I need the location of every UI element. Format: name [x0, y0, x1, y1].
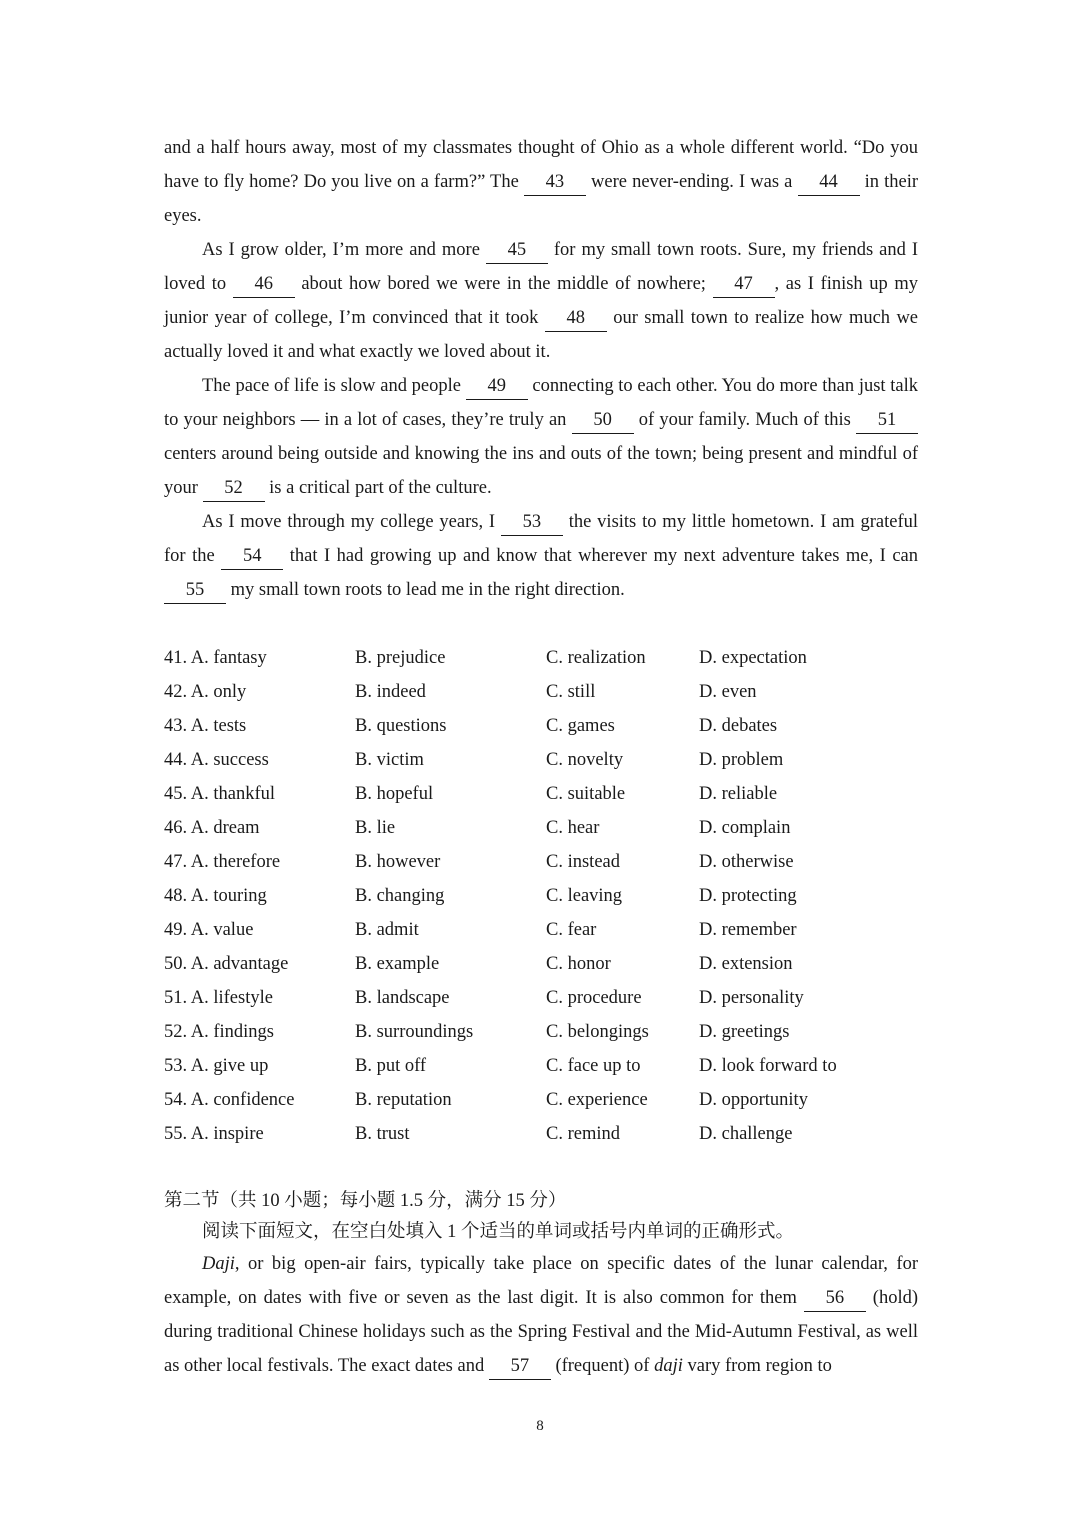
- option-a: 54. A. confidence: [164, 1090, 295, 1110]
- daji-term: daji: [654, 1356, 683, 1376]
- option-a: 46. A. dream: [164, 818, 260, 838]
- option-d: D. even: [699, 682, 757, 702]
- option-d: D. protecting: [699, 886, 797, 906]
- option-b: B. trust: [355, 1124, 410, 1144]
- blank-49: 49: [466, 373, 528, 400]
- section-instruction: 阅读下面短文，在空白处填入 1 个适当的单词或括号内单词的正确形式。: [202, 1222, 795, 1242]
- option-a: 48. A. touring: [164, 886, 267, 906]
- option-row-44: [164, 743, 924, 777]
- section-two-paragraph: [164, 1247, 918, 1383]
- passage-text: of your family. Much of this: [638, 410, 851, 430]
- option-c: C. suitable: [546, 784, 626, 804]
- option-c: C. hear: [546, 818, 600, 838]
- option-row-47: [164, 845, 924, 879]
- option-row-55: [164, 1117, 924, 1151]
- option-c: C. remind: [546, 1124, 620, 1144]
- option-b: B. changing: [355, 886, 445, 906]
- option-c: C. realization: [546, 648, 646, 668]
- option-a: 55. A. inspire: [164, 1124, 264, 1144]
- option-c: C. procedure: [546, 988, 642, 1008]
- option-row-46: [164, 811, 924, 845]
- option-b: B. landscape: [355, 988, 450, 1008]
- passage-text: that I had growing up and know that wherever my next adventure takes me, I can: [289, 546, 918, 566]
- option-a: 51. A. lifestyle: [164, 988, 273, 1008]
- option-row-49: [164, 913, 924, 947]
- passage-paragraph-1: [164, 131, 918, 233]
- option-a: 50. A. advantage: [164, 954, 289, 974]
- passage-text: in their eyes.: [164, 172, 919, 226]
- option-c: C. honor: [546, 954, 611, 974]
- option-b: B. however: [355, 852, 441, 872]
- option-c: C. instead: [546, 852, 620, 872]
- option-c: C. novelty: [546, 750, 624, 770]
- blank-55: 55: [164, 577, 226, 604]
- passage-paragraph-2: [164, 233, 918, 369]
- option-row-50: [164, 947, 924, 981]
- option-a: 43. A. tests: [164, 716, 247, 736]
- option-c: C. belongings: [546, 1022, 649, 1042]
- page-number: 8: [536, 1418, 544, 1434]
- option-row-41: [164, 641, 924, 675]
- option-d: D. complain: [699, 818, 791, 838]
- option-c: C. experience: [546, 1090, 648, 1110]
- option-d: D. expectation: [699, 648, 807, 668]
- passage-text: , as I finish up my junior year of college, I’m convinced that it took: [164, 274, 919, 328]
- passage-text: for my small town roots. Sure, my friends and I loved to: [164, 240, 919, 294]
- option-b: B. put off: [355, 1056, 427, 1076]
- option-a: 44. A. success: [164, 750, 269, 770]
- option-d: D. opportunity: [699, 1090, 808, 1110]
- blank-57: 57: [489, 1353, 551, 1380]
- option-c: C. still: [546, 682, 596, 702]
- passage-text: connecting to each other. You do more than just talk to your neighbors — in a lot of cases, they’re truly an: [164, 376, 919, 430]
- option-row-52: [164, 1015, 924, 1049]
- passage-text: my small town roots to lead me in the right direction.: [230, 580, 625, 600]
- blank-44: 44: [798, 169, 860, 196]
- passage-text: As I grow older, I’m more and more: [202, 240, 480, 260]
- cloze-passage: [164, 131, 918, 607]
- option-a: 41. A. fantasy: [164, 648, 267, 668]
- option-c: C. fear: [546, 920, 597, 940]
- option-a: 47. A. therefore: [164, 852, 281, 872]
- answer-options: [164, 641, 924, 1151]
- option-row-54: [164, 1083, 924, 1117]
- daji-term: Daji: [202, 1254, 235, 1274]
- option-row-45: [164, 777, 924, 811]
- blank-48: 48: [545, 305, 607, 332]
- option-b: B. victim: [355, 750, 424, 770]
- option-row-51: [164, 981, 924, 1015]
- option-d: D. extension: [699, 954, 793, 974]
- passage-text: The pace of life is slow and people: [202, 376, 461, 396]
- option-a: 49. A. value: [164, 920, 254, 940]
- passage-text: centers around being outside and knowing the ins and outs of the town; being present and mindful of your: [164, 444, 918, 498]
- option-d: D. look forward to: [699, 1056, 837, 1076]
- passage-paragraph-3: [164, 369, 918, 505]
- option-c: C. face up to: [546, 1056, 641, 1076]
- passage-text: As I move through my college years, I: [202, 512, 496, 532]
- passage-text: is a critical part of the culture.: [269, 478, 492, 498]
- passage-paragraph-4: [164, 505, 918, 607]
- blank-56: 56: [804, 1285, 866, 1312]
- passage-text: (frequent) of: [555, 1356, 650, 1376]
- option-a: 53. A. give up: [164, 1056, 269, 1076]
- blank-43: 43: [524, 169, 586, 196]
- option-b: B. questions: [355, 716, 447, 736]
- option-d: D. otherwise: [699, 852, 794, 872]
- option-row-42: [164, 675, 924, 709]
- blank-46: 46: [233, 271, 295, 298]
- option-b: B. surroundings: [355, 1022, 474, 1042]
- option-b: B. reputation: [355, 1090, 452, 1110]
- passage-text: were never-ending. I was a: [591, 172, 793, 192]
- option-b: B. hopeful: [355, 784, 434, 804]
- option-d: D. remember: [699, 920, 797, 940]
- option-row-43: [164, 709, 924, 743]
- blank-47: 47: [713, 271, 775, 298]
- option-b: B. admit: [355, 920, 419, 940]
- option-row-48: [164, 879, 924, 913]
- option-d: D. reliable: [699, 784, 778, 804]
- option-d: D. personality: [699, 988, 804, 1008]
- blank-52: 52: [203, 475, 265, 502]
- option-b: B. prejudice: [355, 648, 446, 668]
- option-row-53: [164, 1049, 924, 1083]
- blank-45: 45: [486, 237, 548, 264]
- option-b: B. lie: [355, 818, 396, 838]
- passage-text: the visits to my little hometown. I am grateful for the: [164, 512, 919, 566]
- option-c: C. leaving: [546, 886, 623, 906]
- section-title: 第二节（共 10 小题；每小题 1.5 分，满分 15 分）: [164, 1191, 567, 1211]
- passage-text: about how bored we were in the middle of nowhere;: [301, 274, 706, 294]
- passage-text: vary from region to: [687, 1356, 832, 1376]
- option-d: D. problem: [699, 750, 784, 770]
- option-b: B. example: [355, 954, 440, 974]
- option-d: D. debates: [699, 716, 778, 736]
- blank-54: 54: [221, 543, 283, 570]
- passage-text: (hold) during traditional Chinese holidays such as the Spring Festival and the Mid-Autumn Festival, as well as other local festivals. The exact dates and: [164, 1288, 918, 1376]
- option-a: 45. A. thankful: [164, 784, 275, 804]
- passage-text: our small town to realize how much we actually loved it and what exactly we loved about it.: [164, 308, 919, 362]
- blank-53: 53: [501, 509, 563, 536]
- option-a: 52. A. findings: [164, 1022, 274, 1042]
- option-b: B. indeed: [355, 682, 426, 702]
- passage-text: , or big open-air fairs, typically take place on specific dates of the lunar calendar, for example, on dates with five or seven as the last digit. It is also common for them: [164, 1254, 918, 1308]
- option-c: C. games: [546, 716, 615, 736]
- option-d: D. greetings: [699, 1022, 790, 1042]
- blank-50: 50: [572, 407, 634, 434]
- blank-51: 51: [856, 407, 918, 434]
- option-a: 42. A. only: [164, 682, 247, 702]
- passage-text: and a half hours away, most of my classmates thought of Ohio as a whole different world. “Do you have to fly home? Do you live on a farm?” The: [164, 138, 918, 192]
- section-two: [164, 1185, 918, 1383]
- option-d: D. challenge: [699, 1124, 793, 1144]
